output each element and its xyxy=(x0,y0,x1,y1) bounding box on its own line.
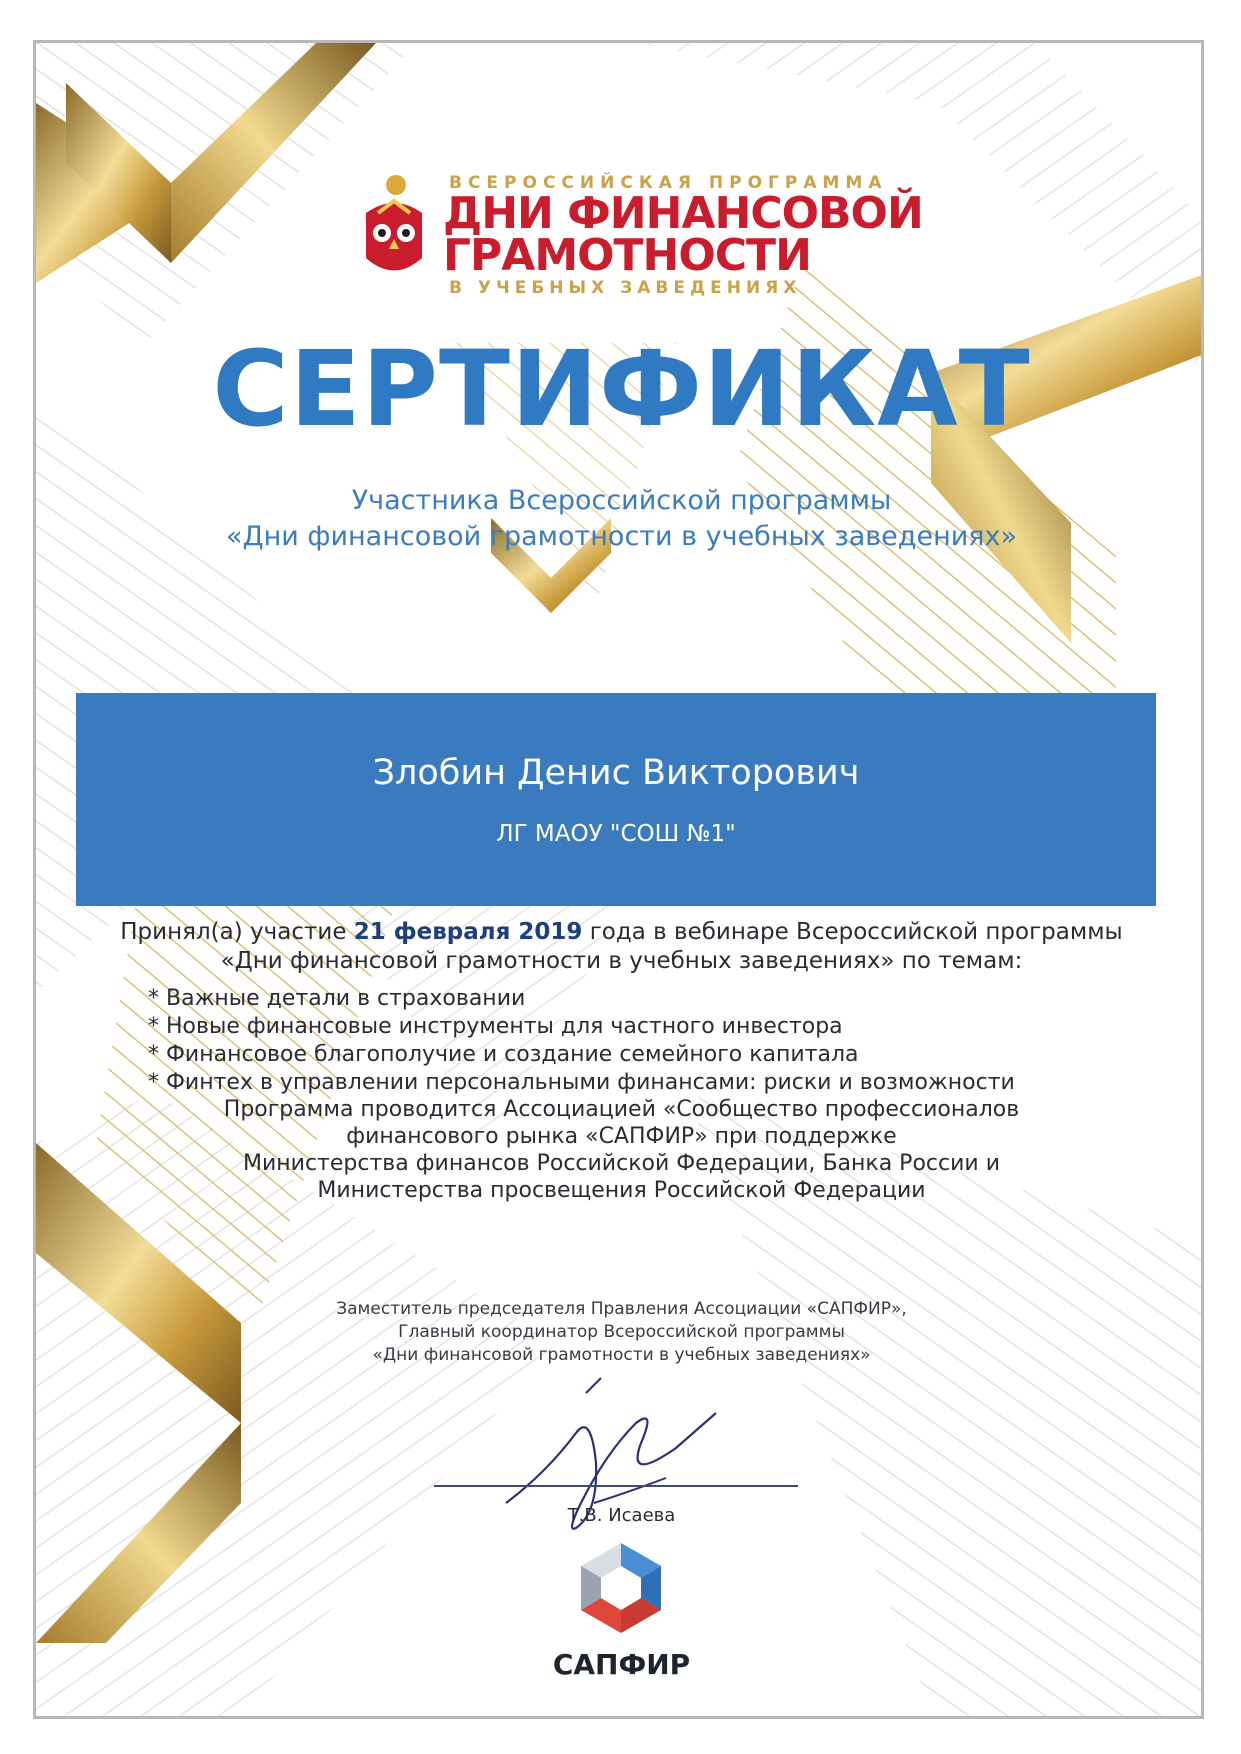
subtitle-line: «Дни финансовой грамотности в учебных заведениях» xyxy=(225,521,1018,552)
organizer-text xyxy=(36,1096,1204,1204)
sapfir-logo-icon xyxy=(571,1538,671,1638)
logo-title-line1: ДНИ ФИНАНСОВОЙ xyxy=(443,188,923,239)
participation-line2: «Дни финансовой грамотности в учебных заведениях» по темам: xyxy=(220,948,1023,974)
signer-title-line: «Дни финансовой грамотности в учебных заведениях» xyxy=(372,1345,871,1365)
owl-logo-icon xyxy=(358,173,430,283)
participation-prefix: Принял(а) участие xyxy=(120,919,354,945)
logo-title-line2: ГРАМОТНОСТИ xyxy=(443,230,811,281)
program-logo xyxy=(358,133,923,303)
recipient-name: Злобин Денис Викторович xyxy=(372,753,860,793)
sapfir-brand: САПФИР xyxy=(552,1648,691,1681)
logo-title xyxy=(443,188,923,281)
topic-item: * Финансовое благополучие и создание семейного капитала xyxy=(148,1042,859,1067)
participation-line xyxy=(36,918,1204,947)
logo-bottom-line: В УЧЕБНЫХ ЗАВЕДЕНИЯХ xyxy=(449,278,802,298)
logo-top-line: ВСЕРОССИЙСКАЯ ПРОГРАММА xyxy=(449,173,888,193)
recipient-band xyxy=(76,693,1156,906)
signer-title-line: Заместитель председателя Правления Ассоциации «САПФИР», xyxy=(336,1299,907,1319)
organizer-line: Министерства просвещения Российской Федерации xyxy=(317,1178,926,1203)
participation-text xyxy=(36,918,1204,976)
signer-name: Т.В. Исаева xyxy=(567,1505,676,1526)
topics-list xyxy=(148,985,1015,1097)
certificate-page xyxy=(33,40,1204,1719)
recipient-school: ЛГ МАОУ "СОШ №1" xyxy=(496,821,736,847)
subtitle-line: Участника Всероссийской программы xyxy=(351,485,892,516)
signature-line xyxy=(434,1485,798,1487)
topic-item: * Новые финансовые инструменты для частного инвестора xyxy=(148,1014,843,1039)
certificate-title: СЕРТИФИКАТ xyxy=(212,328,1031,450)
signer-title-line: Главный координатор Всероссийской программы xyxy=(398,1322,845,1342)
topic-item: * Финтех в управлении персональными финансами: риски и возможности xyxy=(148,1070,1015,1095)
organizer-line: финансового рынка «САПФИР» при поддержке xyxy=(346,1124,897,1149)
certificate-subtitle xyxy=(36,483,1204,555)
organizer-line: Программа проводится Ассоциацией «Сообщество профессионалов xyxy=(223,1097,1020,1122)
participation-suffix: года в вебинаре Всероссийской программы xyxy=(582,919,1123,945)
organizer-line: Министерства финансов Российской Федерации, Банка России и xyxy=(243,1151,1000,1176)
topic-item: * Важные детали в страховании xyxy=(148,986,526,1011)
participation-date: 21 февраля 2019 xyxy=(353,919,583,945)
